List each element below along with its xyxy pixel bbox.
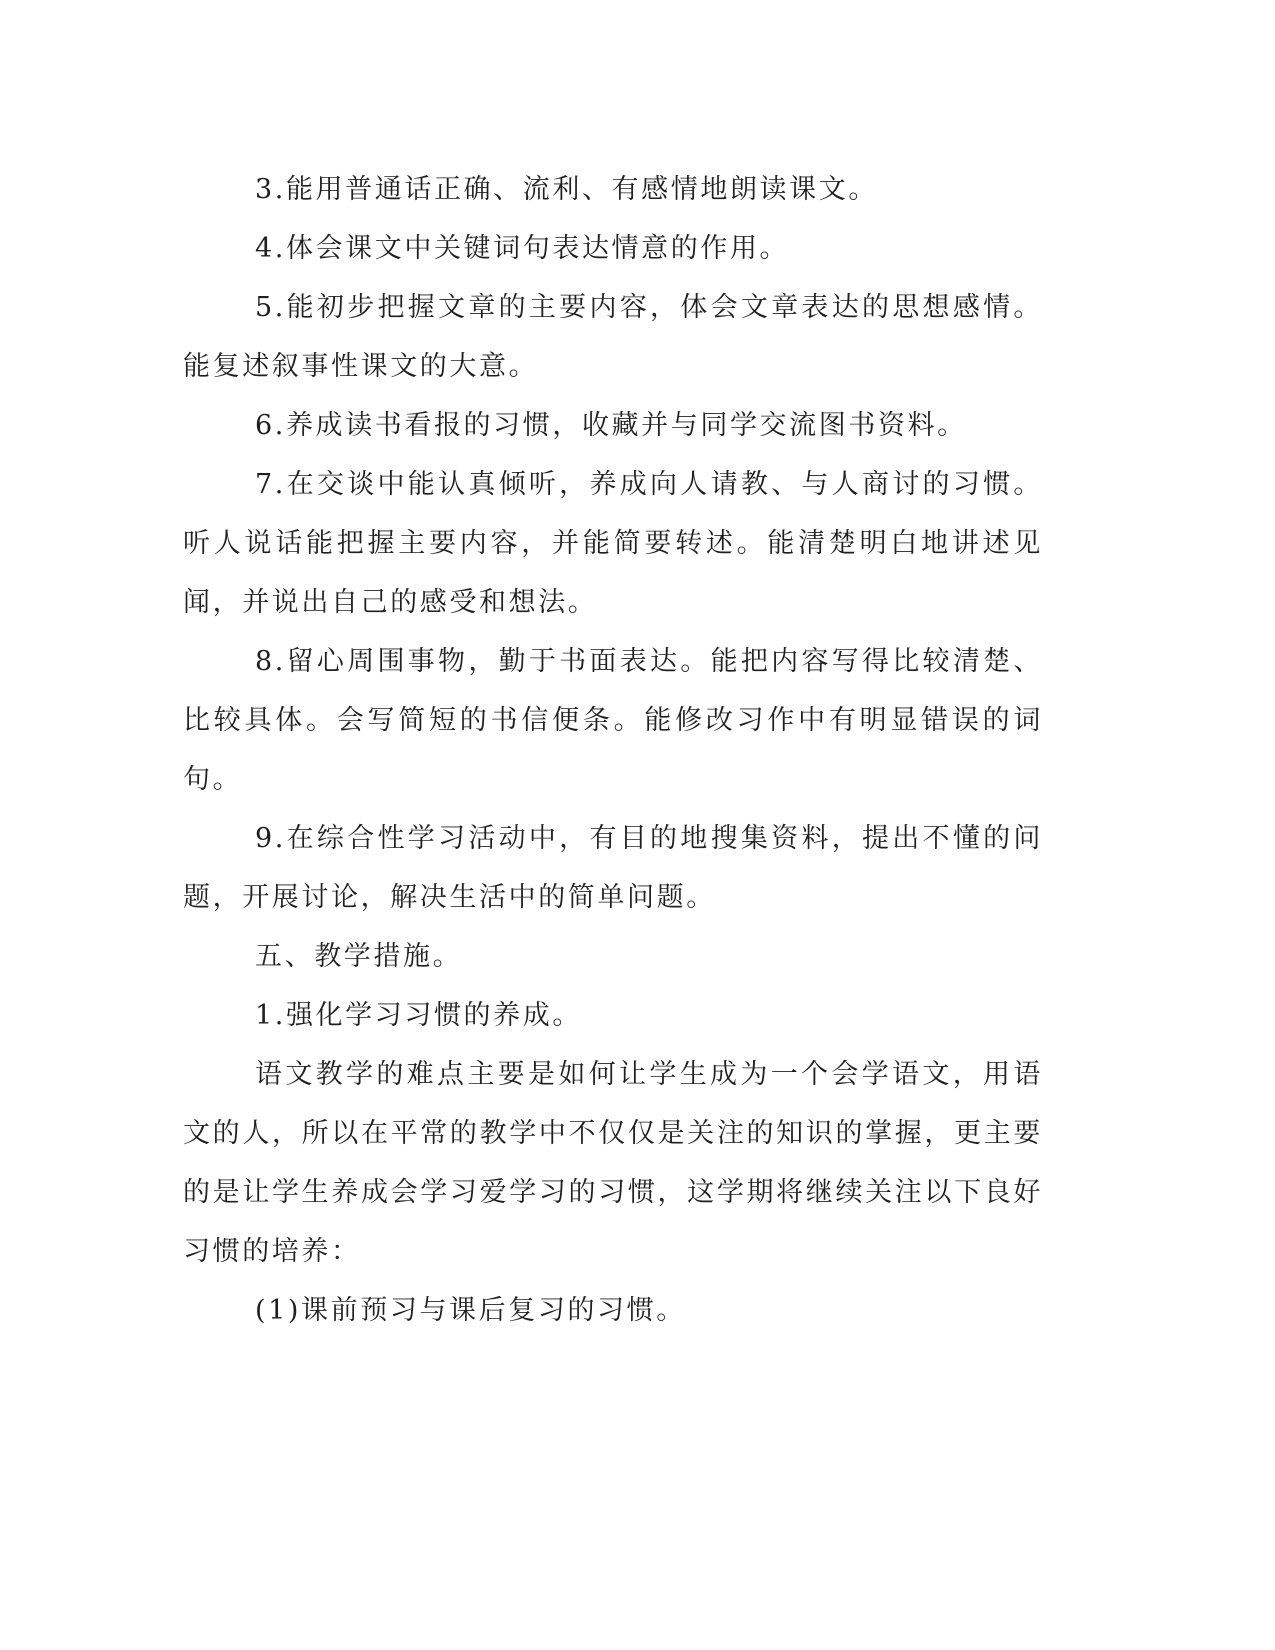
document-body bbox=[183, 160, 1043, 1340]
paragraph-goal-6: 6.养成读书看报的习惯，收藏并与同学交流图书资料。 bbox=[255, 410, 967, 441]
section-heading-teaching-measures: 五、教学措施。 bbox=[255, 941, 463, 972]
paragraph-goal-7: 7.在交谈中能认真倾听，养成向人请教、与人商讨的习惯。听人说话能把握主要内容，并能简要转述。能清楚明白地讲述见闻，并说出自己的感受和想法。 bbox=[183, 469, 1043, 618]
paragraph-goal-4: 4.体会课文中关键词句表达情意的作用。 bbox=[255, 233, 790, 264]
paragraph-teaching-difficulty: 语文教学的难点主要是如何让学生成为一个会学语文，用语文的人，所以在平常的教学中不仅仅是关注的知识的掌握，更主要的是让学生养成会学习爱学习的习惯，这学期将继续关注以下良好习惯的培养： bbox=[183, 1059, 1043, 1267]
paragraph-goal-8: 8.留心周围事物，勤于书面表达。能把内容写得比较清楚、比较具体。会写简短的书信便条。能修改习作中有明显错误的词句。 bbox=[183, 646, 1043, 795]
list-item-preview-review-habit: (1)课前预习与课后复习的习惯。 bbox=[255, 1295, 686, 1326]
paragraph-goal-3: 3.能用普通话正确、流利、有感情地朗读课文。 bbox=[255, 174, 878, 205]
paragraph-goal-9: 9.在综合性学习活动中，有目的地搜集资料，提出不懂的问题，开展讨论，解决生活中的简单问题。 bbox=[183, 823, 1043, 913]
subheading-study-habits: 1.强化学习习惯的养成。 bbox=[255, 1000, 582, 1031]
paragraph-goal-5: 5.能初步把握文章的主要内容，体会文章表达的思想感情。能复述叙事性课文的大意。 bbox=[183, 292, 1043, 382]
